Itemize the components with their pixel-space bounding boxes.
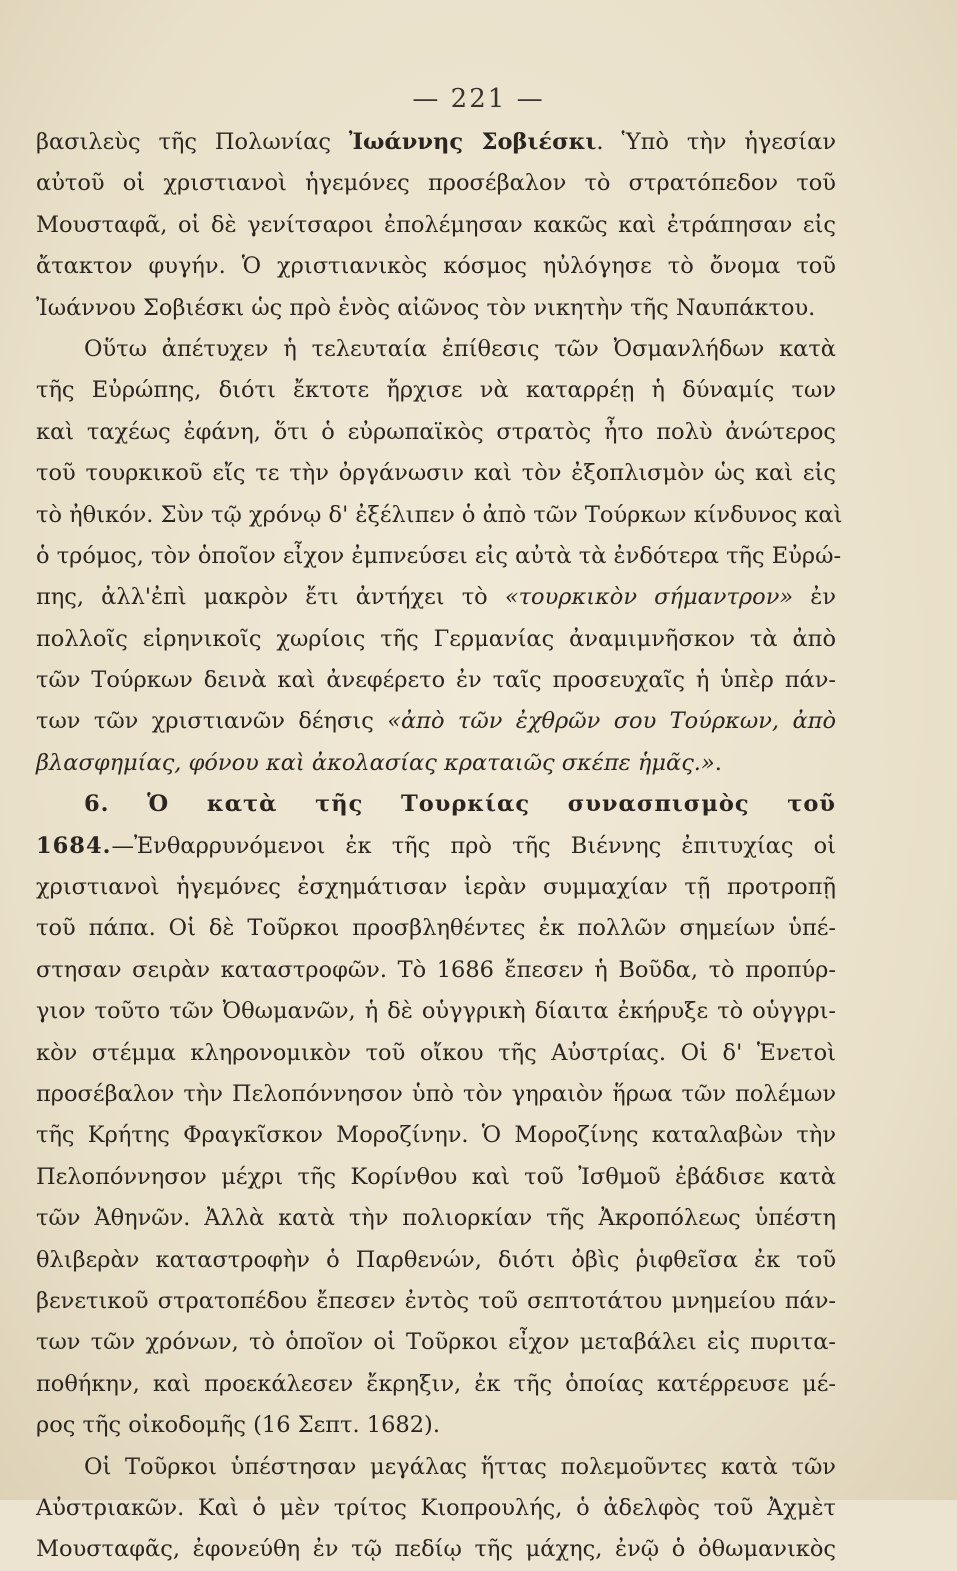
text-line <box>36 1322 836 1363</box>
text-line <box>36 743 836 784</box>
text-line <box>36 1529 836 1570</box>
text-line <box>36 577 836 618</box>
text-line <box>36 495 843 536</box>
text-run: τῶν Ἀθηνῶν. Ἀλλὰ κατὰ τὴν πολιορκίαν τῆς Ἀκροπόλεως ὑπέστη <box>36 1205 836 1232</box>
text-line <box>36 370 836 411</box>
text-run: Μουσταφᾶς, ἐφονεύθη ἐν τῷ πεδίῳ τῆς μάχης, ἐνῷ ὁ ὀθωμανικὸς <box>36 1536 836 1563</box>
text-line <box>36 619 836 660</box>
text-run: καὶ ταχέως ἐφάνη, ὅτι ὁ εὐρωπαϊκὸς στρατὸς ἦτο πολὺ ἀνώτερος <box>36 418 836 445</box>
text-line <box>36 660 836 701</box>
text-run: θλιβερὰν καταστροφὴν ὁ Παρθενών, διότι ὀβὶς ῥιφθεῖσα ἐκ τοῦ <box>36 1246 836 1273</box>
text-line <box>36 288 836 329</box>
text-run: . Ὑπὸ τὴν ἡγεσίαν <box>596 129 836 155</box>
text-line <box>36 701 836 742</box>
text-run: «τουρκικὸν σήμαντρον» <box>504 584 794 611</box>
text-line <box>36 950 836 991</box>
text-line <box>36 412 836 453</box>
text-run: προσέβαλον τὴν Πελοπόννησον ὑπὸ τὸν γηραιὸν ἥρωα τῶν πολέμων <box>36 1080 836 1107</box>
text-run: 6. Ὁ κατὰ τῆς Τουρκίας συνασπισμὸς τοῦ <box>84 791 836 818</box>
text-line <box>36 1198 836 1239</box>
text-line <box>36 991 836 1032</box>
text-run: —Ἐνθαρρυνόμενοι ἐκ τῆς πρὸ τῆς Βιέννης ἐπιτυχίας οἱ <box>111 832 836 859</box>
text-line <box>36 246 836 287</box>
page-number: — 221 — <box>412 84 545 114</box>
text-run: 1684. <box>36 832 112 859</box>
text-run: στησαν σειρὰν καταστροφῶν. Τὸ 1686 ἔπεσεν ἡ Βοῦδα, τὸ προπύρ- <box>36 956 836 983</box>
text-line <box>36 536 842 577</box>
text-run: τῶν Τούρκων δεινὰ καὶ ἀνεφέρετο ἐν ταῖς προσευχαῖς ἡ ὑπὲρ πάν- <box>36 667 836 694</box>
text-run: τοῦ τουρκικοῦ εἴς τε τὴν ὀργάνωσιν καὶ τὸν ἐξοπλισμὸν ὡς καὶ εἰς <box>36 460 836 487</box>
text-run: Οἱ Τοῦρκοι ὑπέστησαν μεγάλας ἥττας πολεμοῦντες κατὰ τῶν <box>84 1453 836 1480</box>
text-run: κὸν στέμμα κληρονομικὸν τοῦ οἴκου τῆς Αὐστρίας. Οἱ δ' Ἑνετοὶ <box>36 1039 836 1066</box>
text-run: Μουσταφᾶ, οἱ δὲ γενίτσαροι ἐπολέμησαν κακῶς καὶ ἐτράπησαν εἰς <box>36 211 836 238</box>
text-run: βλασφημίας, φόνου καὶ ἀκολασίας κραταιῶς σκέπε ἡμᾶς.» <box>36 749 715 776</box>
text-run: ἄτακτον φυγήν. Ὁ χριστιανικὸς κόσμος ηὐλόγησε τὸ ὄνομα τοῦ <box>36 253 836 280</box>
text-line <box>36 1240 836 1281</box>
text-run: πης, ἀλλ'ἐπὶ μακρὸν ἔτι ἀντήχει τὸ <box>36 584 505 611</box>
text-line <box>36 1033 836 1074</box>
text-run: Ἰωάννου Σοβιέσκι ὡς πρὸ ἑνὸς αἰῶνος τὸν νικητὴν τῆς Ναυπάκτου. <box>36 294 816 321</box>
text-line <box>36 1364 836 1405</box>
text-line <box>36 205 836 246</box>
text-line <box>36 1488 836 1529</box>
text-run: Πελοπόννησον μέχρι τῆς Κορίνθου καὶ τοῦ Ἰσθμοῦ ἐβάδισε κατὰ <box>36 1163 836 1190</box>
text-run: αὐτοῦ οἱ χριστιανοὶ ἡγεμόνες προσέβαλον τὸ στρατόπεδον τοῦ <box>36 170 836 197</box>
text-run: . <box>714 749 722 776</box>
text-run: ἐν <box>793 584 836 611</box>
text-run: «ἀπὸ τῶν ἐχθρῶν σου Τούρκων, ἀπὸ <box>387 708 836 735</box>
text-line <box>36 1405 836 1446</box>
text-line <box>36 329 836 370</box>
text-run: πολλοῖς εἰρηνικοῖς χωρίοις τῆς Γερμανίας ἀναμιμνῆσκον τὰ ἀπὸ <box>36 625 836 652</box>
text-run: ποθήκην, καὶ προεκάλεσεν ἔκρηξιν, ἐκ τῆς ὁποίας κατέρρευσε μέ- <box>36 1370 836 1397</box>
text-line <box>36 1157 836 1198</box>
text-line <box>36 908 836 949</box>
text-run: τοῦ πάπα. Οἱ δὲ Τοῦρκοι προσβληθέντες ἐκ πολλῶν σημείων ὑπέ- <box>36 915 836 942</box>
text-line <box>36 163 836 204</box>
text-run: ὁ τρόμος, τὸν ὁποῖον εἶχον ἐμπνεύσει εἰς αὐτὰ τὰ ἐνδότερα τῆς Εὐρώ- <box>36 542 842 569</box>
body-text <box>36 122 843 1571</box>
text-line <box>36 1074 836 1115</box>
text-run: ρος τῆς οἰκοδομῆς (16 Σεπτ. 1682). <box>36 1412 440 1439</box>
text-run: χριστιανοὶ ἡγεμόνες ἐσχημάτισαν ἱερὰν συμμαχίαν τῇ προτροπῇ <box>36 874 836 901</box>
text-line <box>36 122 836 163</box>
text-run: των τῶν χριστιανῶν δέησις <box>36 708 388 735</box>
text-line <box>36 784 836 825</box>
text-line <box>36 1115 836 1156</box>
text-line <box>36 453 836 494</box>
text-run: βενετικοῦ στρατοπέδου ἔπεσεν ἐντὸς τοῦ σεπτοτάτου μνημείου πάν- <box>36 1287 836 1314</box>
text-run: των τῶν χρόνων, τὸ ὁποῖον οἱ Τοῦρκοι εἶχον μεταβάλει εἰς πυριτα- <box>36 1329 836 1356</box>
text-run: Ἰωάννης Σοβιέσκι <box>348 129 597 155</box>
text-run: Αὐστριακῶν. Καὶ ὁ μὲν τρίτος Κιοπρουλής, ὁ ἀδελφὸς τοῦ Ἀχμὲτ <box>36 1494 836 1521</box>
text-run: γιον τοῦτο τῶν Ὀθωμανῶν, ἡ δὲ οὑγγρικὴ δίαιτα ἐκήρυξε τὸ οὑγγρι- <box>36 998 836 1025</box>
text-run: τῆς Κρήτης Φραγκῖσκον Μοροζίνην. Ὁ Μοροζίνης καταλαβὼν τὴν <box>36 1122 836 1149</box>
text-run: τὸ ἠθικόν. Σὺν τῷ χρόνῳ δ' ἐξέλιπεν ὁ ἀπὸ τῶν Τούρκων κίνδυνος καὶ <box>36 501 843 528</box>
text-line <box>36 867 836 908</box>
text-line <box>36 1447 836 1488</box>
text-run: Οὕτω ἀπέτυχεν ἡ τελευταία ἐπίθεσις τῶν Ὀσμανλήδων κατὰ <box>84 335 836 362</box>
text-line <box>36 826 836 867</box>
text-run: βασιλεὺς τῆς Πολωνίας <box>36 129 349 155</box>
text-line <box>36 1281 836 1322</box>
text-run: τῆς Εὐρώπης, διότι ἔκτοτε ἤρχισε νὰ καταρρέῃ ἡ δύναμίς των <box>36 377 836 404</box>
